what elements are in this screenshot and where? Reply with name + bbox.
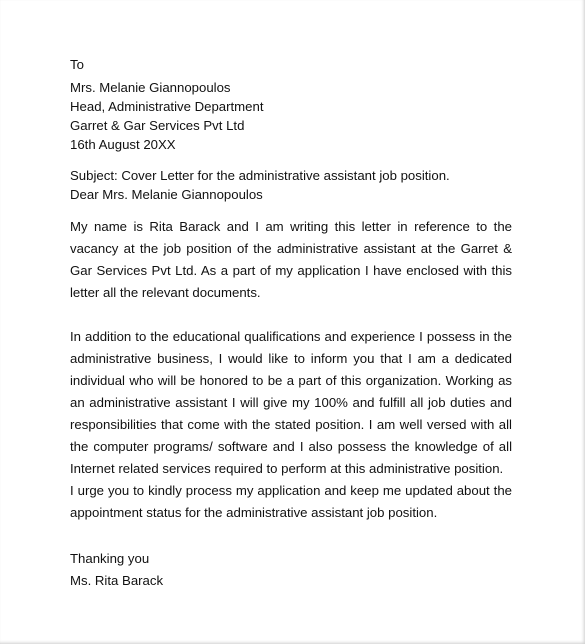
signature: Ms. Rita Barack (70, 573, 164, 588)
recipient-name: Mrs. Melanie Giannopoulos (70, 80, 231, 95)
recipient-title: Head, Administrative Department (70, 99, 264, 114)
paragraph-request: I urge you to kindly process my application and keep me updated about the appointment status for the administrative assistant job position. (70, 483, 512, 520)
to-label: To (70, 57, 84, 72)
subject-section (70, 166, 512, 204)
letter-date: 16th August 20XX (70, 137, 176, 152)
paragraph-qualifications: In addition to the educational qualifications and experience I possess in the administrative business, I would like to inform you that I am a dedicated individual who will be honored to be a part of this organization. Working as an administrative assistant I will give my 100% and fulfill all job duties and responsibilities that come with the stated position. I am well versed with all the computer programs/ software and I also possess the knowledge of all Internet related services required to perform at this administrative position. (70, 329, 512, 476)
closing-section (70, 548, 512, 592)
closing-text: Thanking you (70, 551, 150, 566)
subject-line: Subject: Cover Letter for the administrative assistant job position. (70, 168, 450, 183)
letter-body (70, 55, 512, 592)
paragraph-intro: My name is Rita Barack and I am writing this letter in reference to the vacancy at the job position of the administrative assistant at the Garret & Gar Services Pvt Ltd. As a part of my application I have enclosed with this letter all the relevant documents. (70, 219, 512, 300)
salutation: Dear Mrs. Melanie Giannopoulos (70, 187, 263, 202)
recipient-address (70, 78, 512, 154)
recipient-company: Garret & Gar Services Pvt Ltd (70, 118, 245, 133)
